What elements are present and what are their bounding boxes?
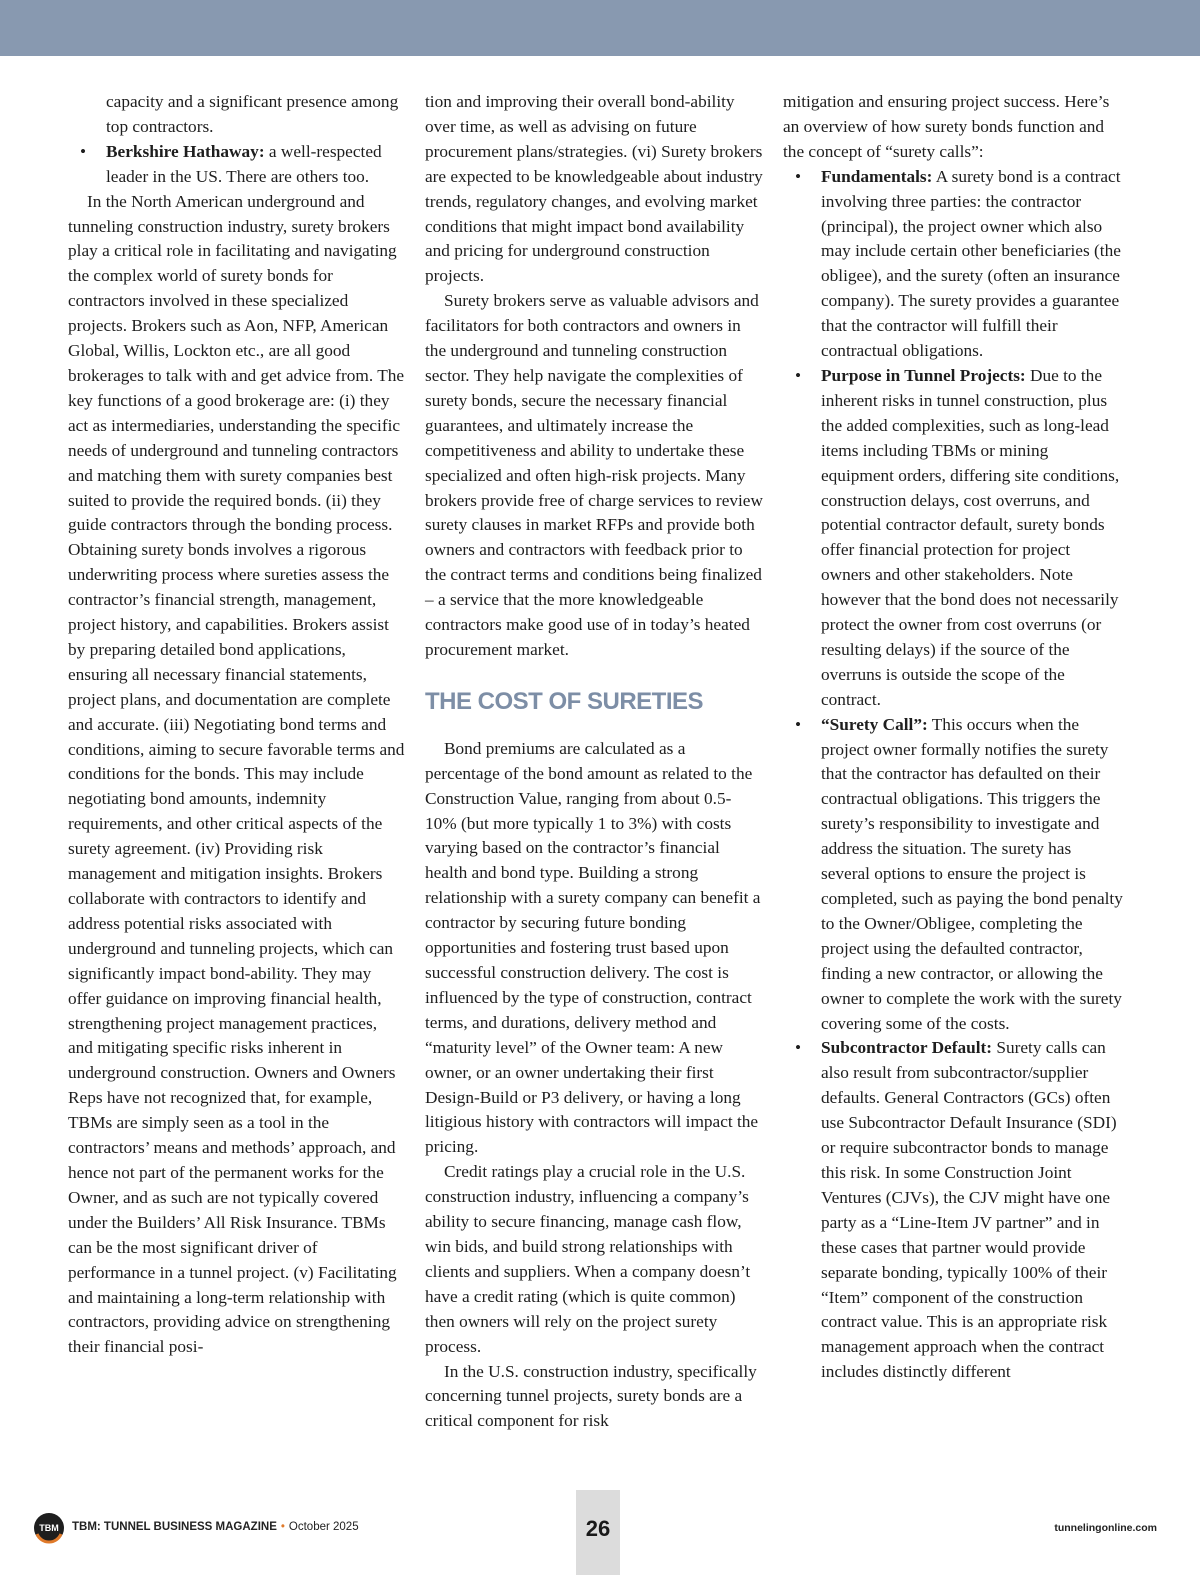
magazine-credit xyxy=(72,1521,359,1533)
paragraph-continued: mitigation and ensuring project success. Here’s an overview of how surety bonds function and the concept of “surety calls”: xyxy=(783,92,1110,161)
paragraph-credit-ratings: Credit ratings play a crucial role in the U.S. construction industry, influencing a company’s ability to secure financing, manage cash flow, win bids, and build strong relationships with clients and suppliers. When a company doesn’t have a credit rating (which is quite common) then owners will rely on the project surety process. xyxy=(425,1162,751,1356)
bullet-term: Subcontractor Default: xyxy=(821,1038,993,1058)
top-color-band xyxy=(0,0,1200,56)
logo-text: TBM xyxy=(39,1523,59,1533)
bullet-text: a well-respected leader in the US. There are others too. xyxy=(106,141,382,186)
bullet-text: Due to the inherent risks in tunnel construction, plus the added complexities, such as long-lead items including TBMs or mining equipment orders, differing site conditions, construction delays, cost overruns, and potential contractor default, surety bonds offer financial protection for project owners and other stakeholders. Note however that the bond does not necessarily protect the owner from cost overruns (or resulting delays) if the source of the overruns is outside the scope of the contract. xyxy=(821,365,1120,709)
paragraph-advisors: Surety brokers serve as valuable advisors and facilitators for both contractors and owners in the underground and tunneling construction sector. They help navigate the complexities of surety bonds, secure the necessary financial guarantees, and ultimately increase the competitiveness and ability to undertake these specialized and often high-risk projects. Many brokers provide free of charge services to review surety clauses in market RFPs and provide both owners and contractors with feedback prior to the contract terms and conditions being finalized – a service that the more knowledgeable contractors make good use of in today’s heated procurement market. xyxy=(425,291,763,659)
bullet-text: A surety bond is a contract involving three parties: the contractor (principal), the project owner which also may include certain other beneficiaries (the obligee), and the surety (often an insurance company). The surety provides a guarantee that the contractor will fulfill their contractual obligations. xyxy=(821,166,1121,361)
bullet-fundamentals xyxy=(783,165,1123,364)
bullet-dot: • xyxy=(80,141,87,161)
bullet-term: Purpose in Tunnel Projects: xyxy=(821,365,1026,385)
page-number-box xyxy=(576,1490,620,1575)
bullet-dot: • xyxy=(795,714,802,734)
issue-date: October 2025 xyxy=(288,1521,359,1533)
bullet-text: Surety calls can also result from subcontractor/supplier defaults. General Contractors (GCs) often use Subcontractor Default Insurance (SDI) or require subcontractor bonds to manage this risk. In some Construction Joint Ventures (CJVs), the CJV might have one party as a “Line-Item JV partner” and in these cases that partner would provide separate bonding, typically 100% of their “Item” component of the construction contract value. This is an appropriate risk management approach when the contract includes distinctly different xyxy=(821,1038,1117,1382)
page-footer xyxy=(0,1490,1200,1575)
bullet-dot: • xyxy=(795,166,802,186)
page-number: 26 xyxy=(585,1516,611,1541)
paragraph-surety-brokers: In the North American underground and tunneling construction industry, surety brokers play a critical role in facilitating and navigating the complex world of surety bonds for contractors involved in these specialized projects. Brokers such as Aon, NFP, American Global, Willis, Lockton etc., are all good brokerages to talk with and get advice from. The key functions of a good brokerage are: (i) they act as intermediaries, understanding the specific needs of underground and tunneling contractors and matching them with surety companies best suited to provide the required bonds. (ii) they guide contractors through the bonding process. Obtaining surety bonds involves a rigorous underwriting process where sureties assess the contractor’s financial strength, management, project history, and capabilities. Brokers assist by preparing detailed bond applications, ensuring all necessary financial statements, project plans, and documentation are complete and accurate. (iii) Negotiating bond terms and conditions, aiming to secure favorable terms and conditions for the bonds. This may include negotiating bond amounts, indemnity requirements, and other critical aspects of the surety agreement. (iv) Providing risk management and mitigation insights. Brokers collaborate with contractors to identify and address potential risks associated with underground and tunneling projects, which can significantly impact bond-ability. They may offer guidance on improving financial health, strengthening project management practices, and mitigating specific risks inherent in underground construction. Owners and Owners Reps have not recognized that, for example, TBMs are simply seen as a tool in the contractors’ means and methods’ approach, and hence not part of the permanent works for the Owner, and as such are not typically covered under the Builders’ All Risk Insurance. TBMs can be the most significant driver of performance in a tunnel project. (v) Facilitating and maintaining a long-term relationship with contractors, providing advice on strengthening their financial posi- xyxy=(68,191,405,1357)
column-3 xyxy=(783,90,1123,1385)
bullet-purpose-tunnel-projects xyxy=(783,364,1123,713)
bullet-term: “Surety Call”: xyxy=(821,714,928,734)
magazine-name: TBM: TUNNEL BUSINESS MAGAZINE xyxy=(72,1521,277,1533)
bullet-berkshire-hathaway xyxy=(68,140,406,190)
paragraph-us-construction: In the U.S. construction industry, specifically concerning tunnel projects, surety bonds are a critical component for risk xyxy=(425,1361,757,1431)
bullet-term: Berkshire Hathaway: xyxy=(106,141,265,161)
bullet-dot: • xyxy=(795,1038,802,1058)
continued-bullet-text: capacity and a significant presence among top contractors. xyxy=(106,92,399,136)
paragraph-continued: tion and improving their overall bond-ability over time, as well as advising on future procurement plans/strategies. (vi) Surety brokers are expected to be knowledgeable about industry trends, regulatory changes, and evolving market conditions that might impact bond availability and pricing for underground construction projects. xyxy=(425,92,763,286)
bullet-subcontractor-default xyxy=(783,1036,1123,1385)
column-1 xyxy=(68,90,406,1360)
bullet-surety-call xyxy=(783,713,1123,1037)
bullet-dot: • xyxy=(795,365,802,385)
bullet-term: Fundamentals: xyxy=(821,166,933,186)
bullet-text: This occurs when the project owner formally notifies the surety that the contractor has defaulted on their contractual obligations. This triggers the surety’s responsibility to investigate and address the situation. The surety has several options to ensure the project is completed, such as paying the bond penalty to the Owner/Obligee, completing the project using the defaulted contractor, finding a new contractor, or allowing the owner to complete the work with the surety covering some of the costs. xyxy=(821,714,1123,1033)
section-heading: THE COST OF SURETIES xyxy=(425,687,704,715)
column-2 xyxy=(425,90,763,1434)
website-url: tunnelingonline.com xyxy=(1054,1522,1157,1534)
separator-dot: • xyxy=(280,1521,285,1533)
paragraph-bond-premiums: Bond premiums are calculated as a percentage of the bond amount as related to the Construction Value, ranging from about 0.5-10% (but more typically 1 to 3%) with costs varying based on the contractor’s financial health and bond type. Building a strong relationship with a surety company can benefit a contractor by securing future bonding opportunities and fostering trust based upon successful construction delivery. The cost is influenced by the type of construction, contract terms, and durations, delivery method and “maturity level” of the Owner team: A new owner, or an owner undertaking their first Design-Build or P3 delivery, or having a long litigious history with contractors will impact the pricing. xyxy=(425,738,761,1157)
tbm-logo-icon xyxy=(33,1512,65,1544)
